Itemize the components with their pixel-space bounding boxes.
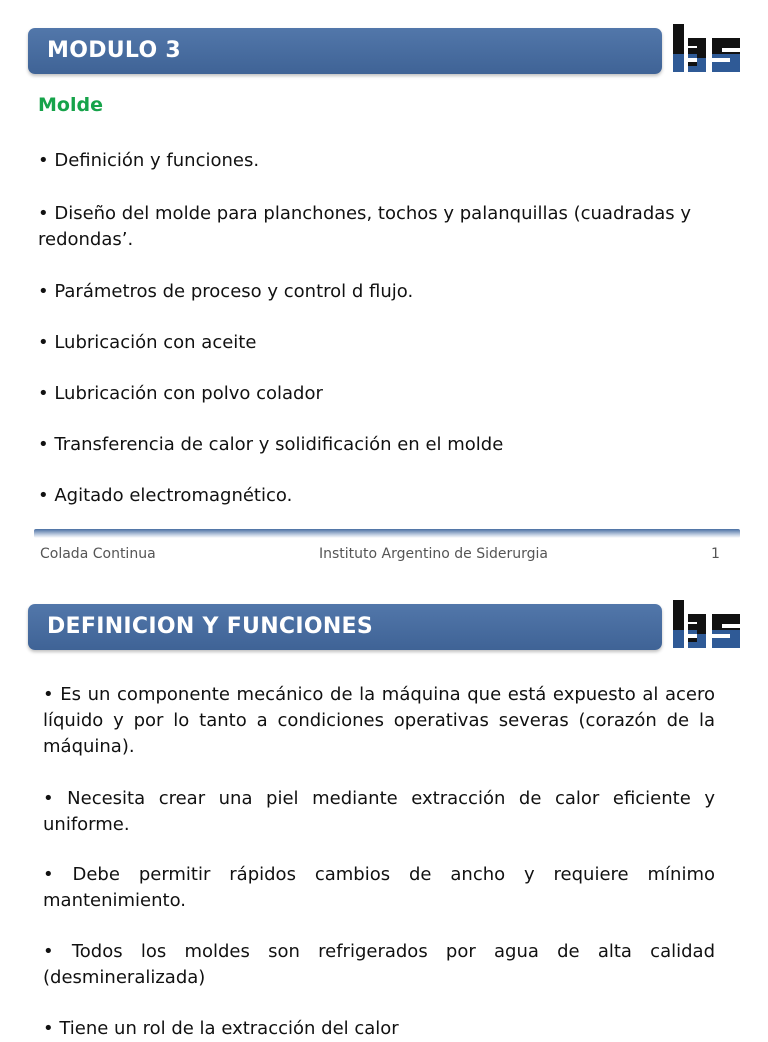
ias-logo-icon xyxy=(670,600,742,650)
list-item: • Lubricación con aceite xyxy=(38,332,257,353)
footer-divider xyxy=(34,529,740,538)
footer-institute: Instituto Argentino de Siderurgia xyxy=(319,546,548,562)
list-item: • Definición y funciones. xyxy=(38,150,260,171)
list-item: • Todos los moldes son refrigerados por agua de alta calidad (desmineralizada) xyxy=(43,941,715,988)
list-item: • Es un componente mecánico de la máquina que está expuesto al acero líquido y por lo tanto a condiciones operativas severas (corazón de la máquina). xyxy=(43,684,715,757)
list-item: • Tiene un rol de la extracción del calor xyxy=(43,1018,399,1039)
list-item: • Transferencia de calor y solidificación en el molde xyxy=(38,434,504,455)
list-item: • Agitado electromagnético. xyxy=(38,485,293,506)
page-number: 1 xyxy=(711,546,720,562)
list-item: • Parámetros de proceso y control d flujo. xyxy=(38,281,414,302)
slide-title: MODULO 3 xyxy=(47,38,182,63)
title-bar xyxy=(28,604,662,650)
list-item: • Debe permitir rápidos cambios de ancho y requiere mínimo mantenimiento. xyxy=(43,864,715,911)
list-item: • Lubricación con polvo colador xyxy=(38,383,323,404)
title-bar xyxy=(28,28,662,74)
list-item: • Diseño del molde para planchones, tochos y palanquillas (cuadradas y redondas’. xyxy=(38,203,692,250)
slide-2 xyxy=(0,580,768,1039)
list-item: • Necesita crear una piel mediante extracción de calor eficiente y uniforme. xyxy=(43,788,715,835)
slide-title: DEFINICION Y FUNCIONES xyxy=(47,614,374,639)
ias-logo-icon xyxy=(670,24,742,74)
section-subtitle: Molde xyxy=(38,94,103,116)
footer-course: Colada Continua xyxy=(40,546,156,562)
